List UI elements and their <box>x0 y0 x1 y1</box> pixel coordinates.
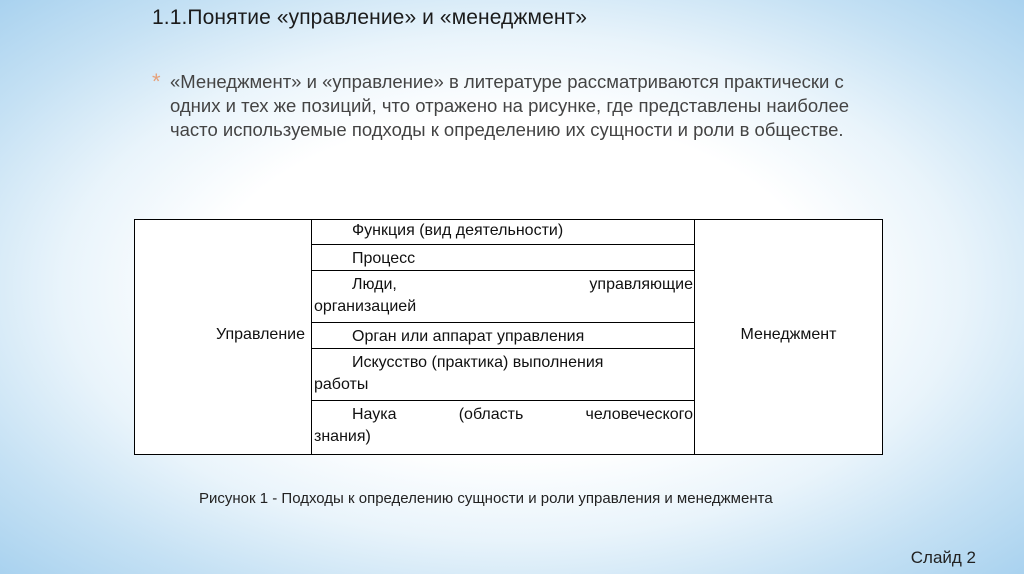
approach-word: Наука <box>352 406 397 423</box>
approach-word: Люди, <box>352 276 397 293</box>
approach-row-art <box>312 349 695 401</box>
right-label-menedzhment: Менеджмент <box>740 326 837 343</box>
approach-line1 <box>312 404 695 426</box>
approach-row-function <box>312 220 695 245</box>
right-cell <box>694 220 882 454</box>
approaches-diagram <box>134 219 883 455</box>
approach-row-process <box>312 245 695 271</box>
bullet-asterisk-icon: * <box>152 69 161 94</box>
approach-line2: организацией <box>314 298 417 315</box>
slide-title: 1.1.Понятие «управление» и «менеджмент» <box>152 6 588 29</box>
approach-row-people <box>312 271 695 323</box>
left-label-upravlenie: Управление <box>216 326 305 343</box>
approach-text: Функция (вид деятельности) <box>352 222 564 239</box>
approach-text: Орган или аппарат управления <box>352 328 585 345</box>
bullet-paragraph <box>152 70 872 142</box>
approach-word: управляющие <box>589 276 693 293</box>
approach-line2: работы <box>314 376 369 393</box>
approach-word: (область <box>458 406 524 423</box>
approach-line1: Искусство (практика) выполнения <box>352 354 604 371</box>
approach-row-science <box>312 401 695 456</box>
approach-word: человеческого <box>585 406 693 423</box>
approach-line1 <box>312 274 695 296</box>
slide-number: Слайд 2 <box>910 548 976 567</box>
left-cell <box>135 220 312 454</box>
approach-line2: знания) <box>314 428 371 445</box>
approach-text: Процесс <box>352 250 416 267</box>
approaches-column <box>312 220 695 454</box>
bullet-text: «Менеджмент» и «управление» в литературе рассматриваются практически с одних и тех же позиций, что отражено на рисунке, где представлены наиболее часто используемые подходы к определению их сущности и роли в обществе. <box>170 71 850 140</box>
approach-row-organ <box>312 323 695 349</box>
figure-caption: Рисунок 1 - Подходы к определению сущности и роли управления и менеджмента <box>199 490 773 507</box>
